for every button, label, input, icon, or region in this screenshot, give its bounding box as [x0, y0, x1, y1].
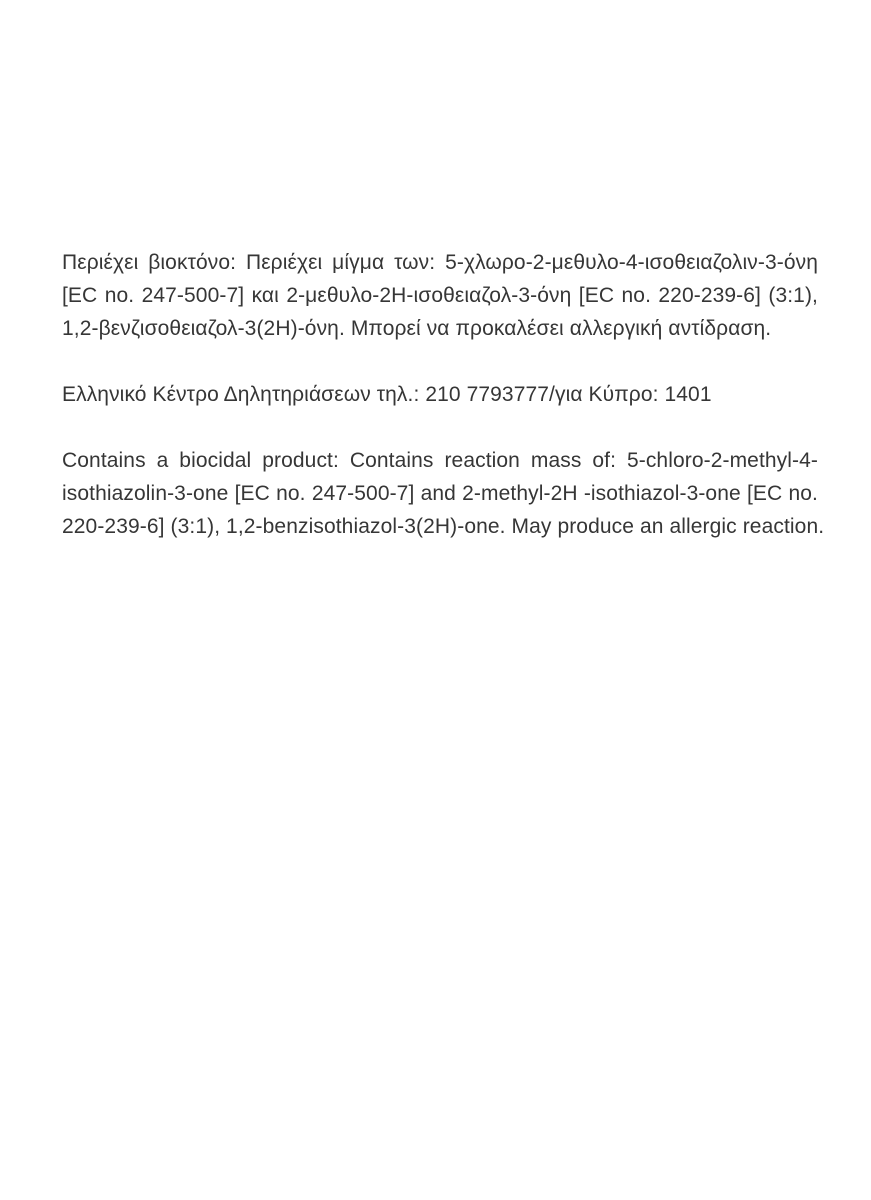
poison-center-line: Ελληνικό Κέντρο Δηλητηριάσεων τηλ.: 210 7793777/για Κύπρο: 1401	[62, 383, 712, 406]
greek-biocide-line-3: 1,2-βενζισοθειαζολ-3(2H)-όνη. Μπορεί να προκαλέσει αλλεργική αντίδραση.	[62, 317, 772, 340]
english-biocide-line-3: 220-239-6] (3:1), 1,2-benzisothiazol-3(2H)-one. May produce an allergic reaction.	[62, 515, 825, 538]
greek-biocide-line-2: [EC no. 247-500-7] και 2-μεθυλο-2H-ισοθειαζολ-3-όνη [EC no. 220-239-6] (3:1),	[62, 284, 818, 307]
label-text-block	[62, 246, 825, 543]
poison-center-info	[62, 378, 818, 411]
greek-biocide-statement	[62, 246, 818, 345]
greek-biocide-line-1: Περιέχει βιοκτόνο: Περιέχει μίγμα των: 5-χλωρο-2-μεθυλο-4-ισοθειαζολιν-3-όνη	[62, 251, 818, 274]
english-biocide-statement	[62, 444, 825, 543]
english-biocide-line-1: Contains a biocidal product: Contains reaction mass of: 5-chloro-2-methyl-4-	[62, 449, 818, 472]
english-biocide-line-2: isothiazolin-3-one [EC no. 247-500-7] and 2-methyl-2H -isothiazol-3-one [EC no.	[62, 482, 818, 505]
